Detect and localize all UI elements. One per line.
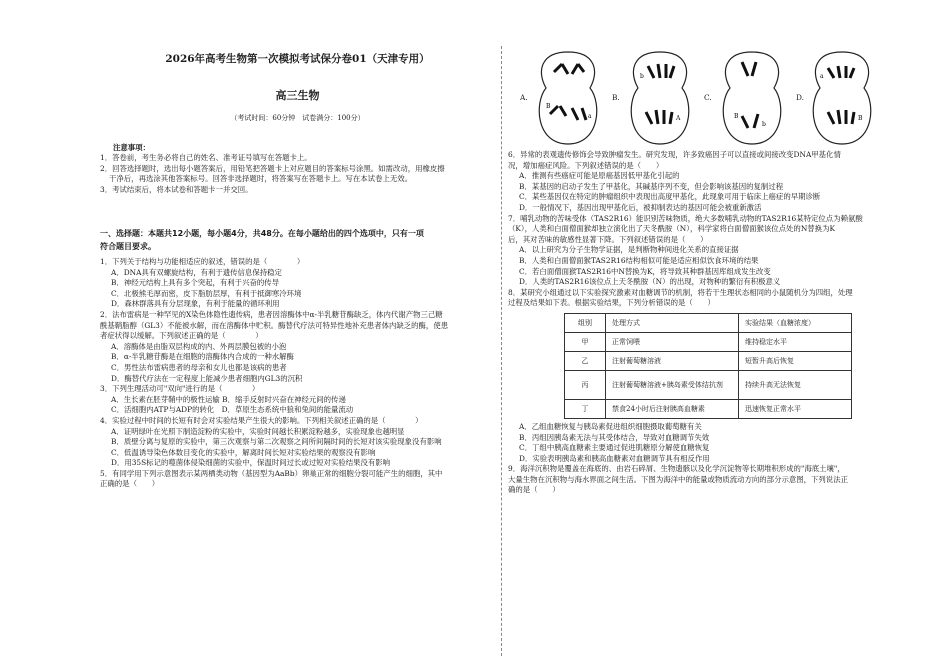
answer-option: B．α-半乳糖苷酶是在细胞的溶酶体内合成的一种水解酶 [111,352,294,362]
question-stem: 2．法布雷病是一种罕见的X染色体隐性遗传病，患者因溶酶体中α-半乳糖苷酶缺乏，体内代谢产物三己糖 [100,309,443,319]
table-cell: 持续升高无法恢复 [739,370,852,399]
question-stem: 7．哺乳动物的苦味受体（TAS2R16）能识别苦味物质，绝大多数哺乳动物的TAS2R16某特定位点为赖氨酸 [508,213,863,223]
experiment-table [564,313,852,419]
notice-list [100,153,495,195]
question-stem-continued: 过程及结果如下表。根据实验结果，下列分析错误的是（ ） [508,298,715,308]
cell-division-figures [520,48,863,148]
svg-text:b: b [640,73,644,80]
table-cell: 乙 [565,351,606,370]
table-cell: 甲 [565,332,606,351]
table-row [565,351,852,370]
answer-option: C．男性法布雷病患者的母亲和女儿也都是该病的患者 [111,362,287,372]
notice-item: 3．考试结束后，将本试卷和答题卡一并交回。 [100,184,253,194]
question-stem: 3．下列生理活动可"双向"进行的是（ ） [100,384,260,394]
table-header-row [565,313,852,332]
table-cell: 注射葡萄糖溶液 [606,351,739,370]
question-stem-continued: （K），人类和白面僧面猴却独立演化出了天冬酰胺（N），科学家将白面僧面猴该位点处的N替换为K [508,224,835,234]
question-stem: 4．实验过程中时间的长短有时会对实验结果产生很大的影响。下列相关叙述正确的是（ ） [100,415,423,425]
table-cell: 短暂升高后恢复 [739,351,852,370]
answer-option: A．乙组血糖恢复与胰岛素促进组织细胞摄取葡萄糖有关 [519,421,702,431]
answer-option: D．酶替代疗法在一定程度上能减少患者细胞内GL3的沉积 [111,373,303,383]
right-question-list-a [508,150,898,309]
exam-info: （考试时间：60分钟 试卷满分：100分） [230,114,365,122]
cell-figure-d [806,48,878,148]
table-cell: 迅速恢复正常水平 [739,399,852,418]
answer-option: B．丙组因胰岛素无法与其受体结合，导致对血糖调节失效 [519,432,710,442]
table-row [565,370,852,399]
question-stem-continued: 况，增加癌症风险。下列叙述错误的是（ ） [508,160,664,170]
answer-option: A．DNA具有双螺旋结构，有利于遗传信息保持稳定 [111,267,282,277]
section-heading-line: 符合题目要求。 [100,242,156,251]
question-stem-continued: 者症状得以缓解。下列叙述正确的是（ ） [100,331,263,341]
cell-figure-b [624,48,696,148]
figure-label: C. [704,93,712,102]
table-header-cell: 处理方式 [606,313,739,332]
table-cell: 丙 [565,370,606,399]
answer-option: C．若白面僧面猴TAS2R16中N替换为K，将导致其种群基因库组成发生改变 [519,266,771,276]
question-stem: 5．有同学用下列示意图表示某两栖类动物（基因型为AaBb）卵巢正常的细胞分裂可能产生的细胞，其中 [100,468,443,478]
answer-option: C．活细胞内ATP与ADP的转化 D．草原生态系统中狼和兔间的能量流动 [111,405,354,415]
table-cell: 正常饲喂 [606,332,739,351]
answer-option: A．生长素在胚芽鞘中的极性运输 B．缩手反射时兴奋在神经元间的传递 [111,394,346,404]
figure-label: D. [796,93,805,102]
section-heading [100,227,495,253]
svg-text:A: A [676,115,681,122]
answer-option: C．某些基因仅在特定的肿瘤组织中表现出高度甲基化，此现象可用于临床上癌症的早期诊断 [519,192,821,202]
question-stem-continued: 大量生物在沉积物与海水界面之间生活。下图为海洋中的能量或物质流动方向的部分示意图，下列说法正 [508,474,848,484]
question-stem-continued: 确的是（ ） [508,485,560,495]
notice-item: 干净后，再选涂其他答案标号。回答非选择题时，将答案写在答题卡上。写在本试卷上无效。 [109,174,413,184]
right-question-list-b [508,422,898,496]
svg-text:a: a [588,113,592,120]
svg-text:B: B [546,103,551,110]
answer-option: D．森林群落具有分层现象，有利于能量的循环利用 [111,299,280,309]
cell-figure-a [532,48,604,148]
figure-label: B. [612,93,620,102]
table-cell: 维持稳定水平 [739,332,852,351]
answer-option: C．丁组中胰高血糖素主要通过促进肌糖原分解使血糖恢复 [519,443,710,453]
table-row [565,399,852,418]
answer-option: B．质壁分离与复原的实验中，第三次观察与第二次观察之间所间隔时间的长短对该实验现象没有影响 [111,437,442,447]
answer-option: C．北极熊毛厚而密，皮下脂肪层厚，有利于抵御寒冷环境 [111,288,302,298]
question-stem-continued: 后，其对苦味的敏感性显著下降。下列叙述错误的是（ ） [508,234,708,244]
answer-option: B．神经元结构上具有多个突起，有利于兴奋的传导 [111,278,280,288]
table-cell: 注射葡萄糖溶液+胰岛素受体结抗剂 [606,370,739,399]
table-cell: 禁食24小时后注射胰高血糖素 [606,399,739,418]
exam-title: 2026年高考生物第一次模拟考试保分卷01（天津专用） [165,53,430,65]
notice-item: 1．答卷前，考生务必将自己的姓名、准考证号填写在答题卡上。 [100,153,312,162]
answer-option: B．某基因的启动子发生了甲基化，其碱基序列不变，但会影响该基因的复制过程 [519,181,784,191]
question-stem-continued: 酰基鞘脂醇（GL3）不能被水解，而在溶酶体中贮积。酶替代疗法可特异性地补充患者体内缺乏的酶，使患 [100,320,449,330]
question-stem: 8．某研究小组通过以下实验探究激素对血糖调节的机制，将若干生理状态相同的小鼠随机分为四组，处理 [508,287,853,297]
answer-option: A．证明绿叶在光照下制造淀粉的实验中，实验时间越长积累淀粉越多，实验现象也越明显 [111,426,405,436]
question-stem: 1．下列关于结构与功能相适应的叙述，错误的是（ ） [100,257,305,266]
svg-text:B: B [858,115,863,122]
answer-option: B．人类和白面僧面猴TAS2R16结构相似可能是适应相似饮食环境的结果 [519,255,759,265]
question-stem-continued: 正确的是（ ） [100,479,160,489]
table-header-cell: 组别 [565,313,606,332]
left-question-list [100,257,495,490]
section-heading-line: 一、选择题：本题共12小题，每小题4分，共48分。在每小题给出的四个选项中，只有一项 [100,229,424,238]
svg-text:a: a [820,73,824,80]
svg-text:B: B [734,113,739,120]
cell-figure-c [716,48,788,148]
answer-option: D．人类的TAS2R16该位点上天冬酰胺（N）的出现，对物种的繁衍有积极意义 [519,277,781,287]
answer-option: D．一般情况下，基因出现甲基化后，被抑制表达的基因可能会被重新激活 [519,202,762,212]
answer-option: A．以上研究为分子生物学证据，是判断物种间进化关系的直接证据 [519,245,739,255]
exam-subtitle: 高三生物 [275,89,320,102]
question-stem: 9．海洋沉积物是覆盖在海底的、由岩石碎屑、生物遗骸以及化学沉淀物等长期堆积形成的"海底土壤"， [508,464,845,474]
svg-text:b: b [762,121,766,128]
answer-option: C．低温诱导染色体数目变化的实验中，解离时间长短对实验结果的观察没有影响 [111,447,376,457]
column-divider [501,46,502,656]
answer-option: D．用35S标记的噬菌体侵染细菌的实验中，保温时间过长或过短对实验结果没有影响 [111,458,391,468]
answer-option: A．推测有些癌症可能是原癌基因低甲基化引起的 [519,171,680,181]
question-stem: 6．异常的表观遗传修饰会导致肿瘤发生。研究发现，许多致癌因子可以直接或间接改变DNA甲基化情 [508,150,841,159]
notice-item: 2．回答选择题时，选出每小题答案后，用铅笔把答题卡上对应题目的答案标号涂黑。如需改动，用橡皮擦 [100,163,445,173]
answer-option: A．溶酶体是由脂双层构成的内、外两层膜包被的小泡 [111,341,287,351]
right-question-list [508,150,898,496]
table-row [565,332,852,351]
notice-title: 注意事项： [113,143,150,152]
figure-label: A. [520,93,528,102]
table-cell: 丁 [565,399,606,418]
table-header-cell: 实验结果（血糖浓度） [739,313,852,332]
answer-option: D．实验表明胰岛素和胰高血糖素对血糖调节具有相反作用 [519,453,710,463]
